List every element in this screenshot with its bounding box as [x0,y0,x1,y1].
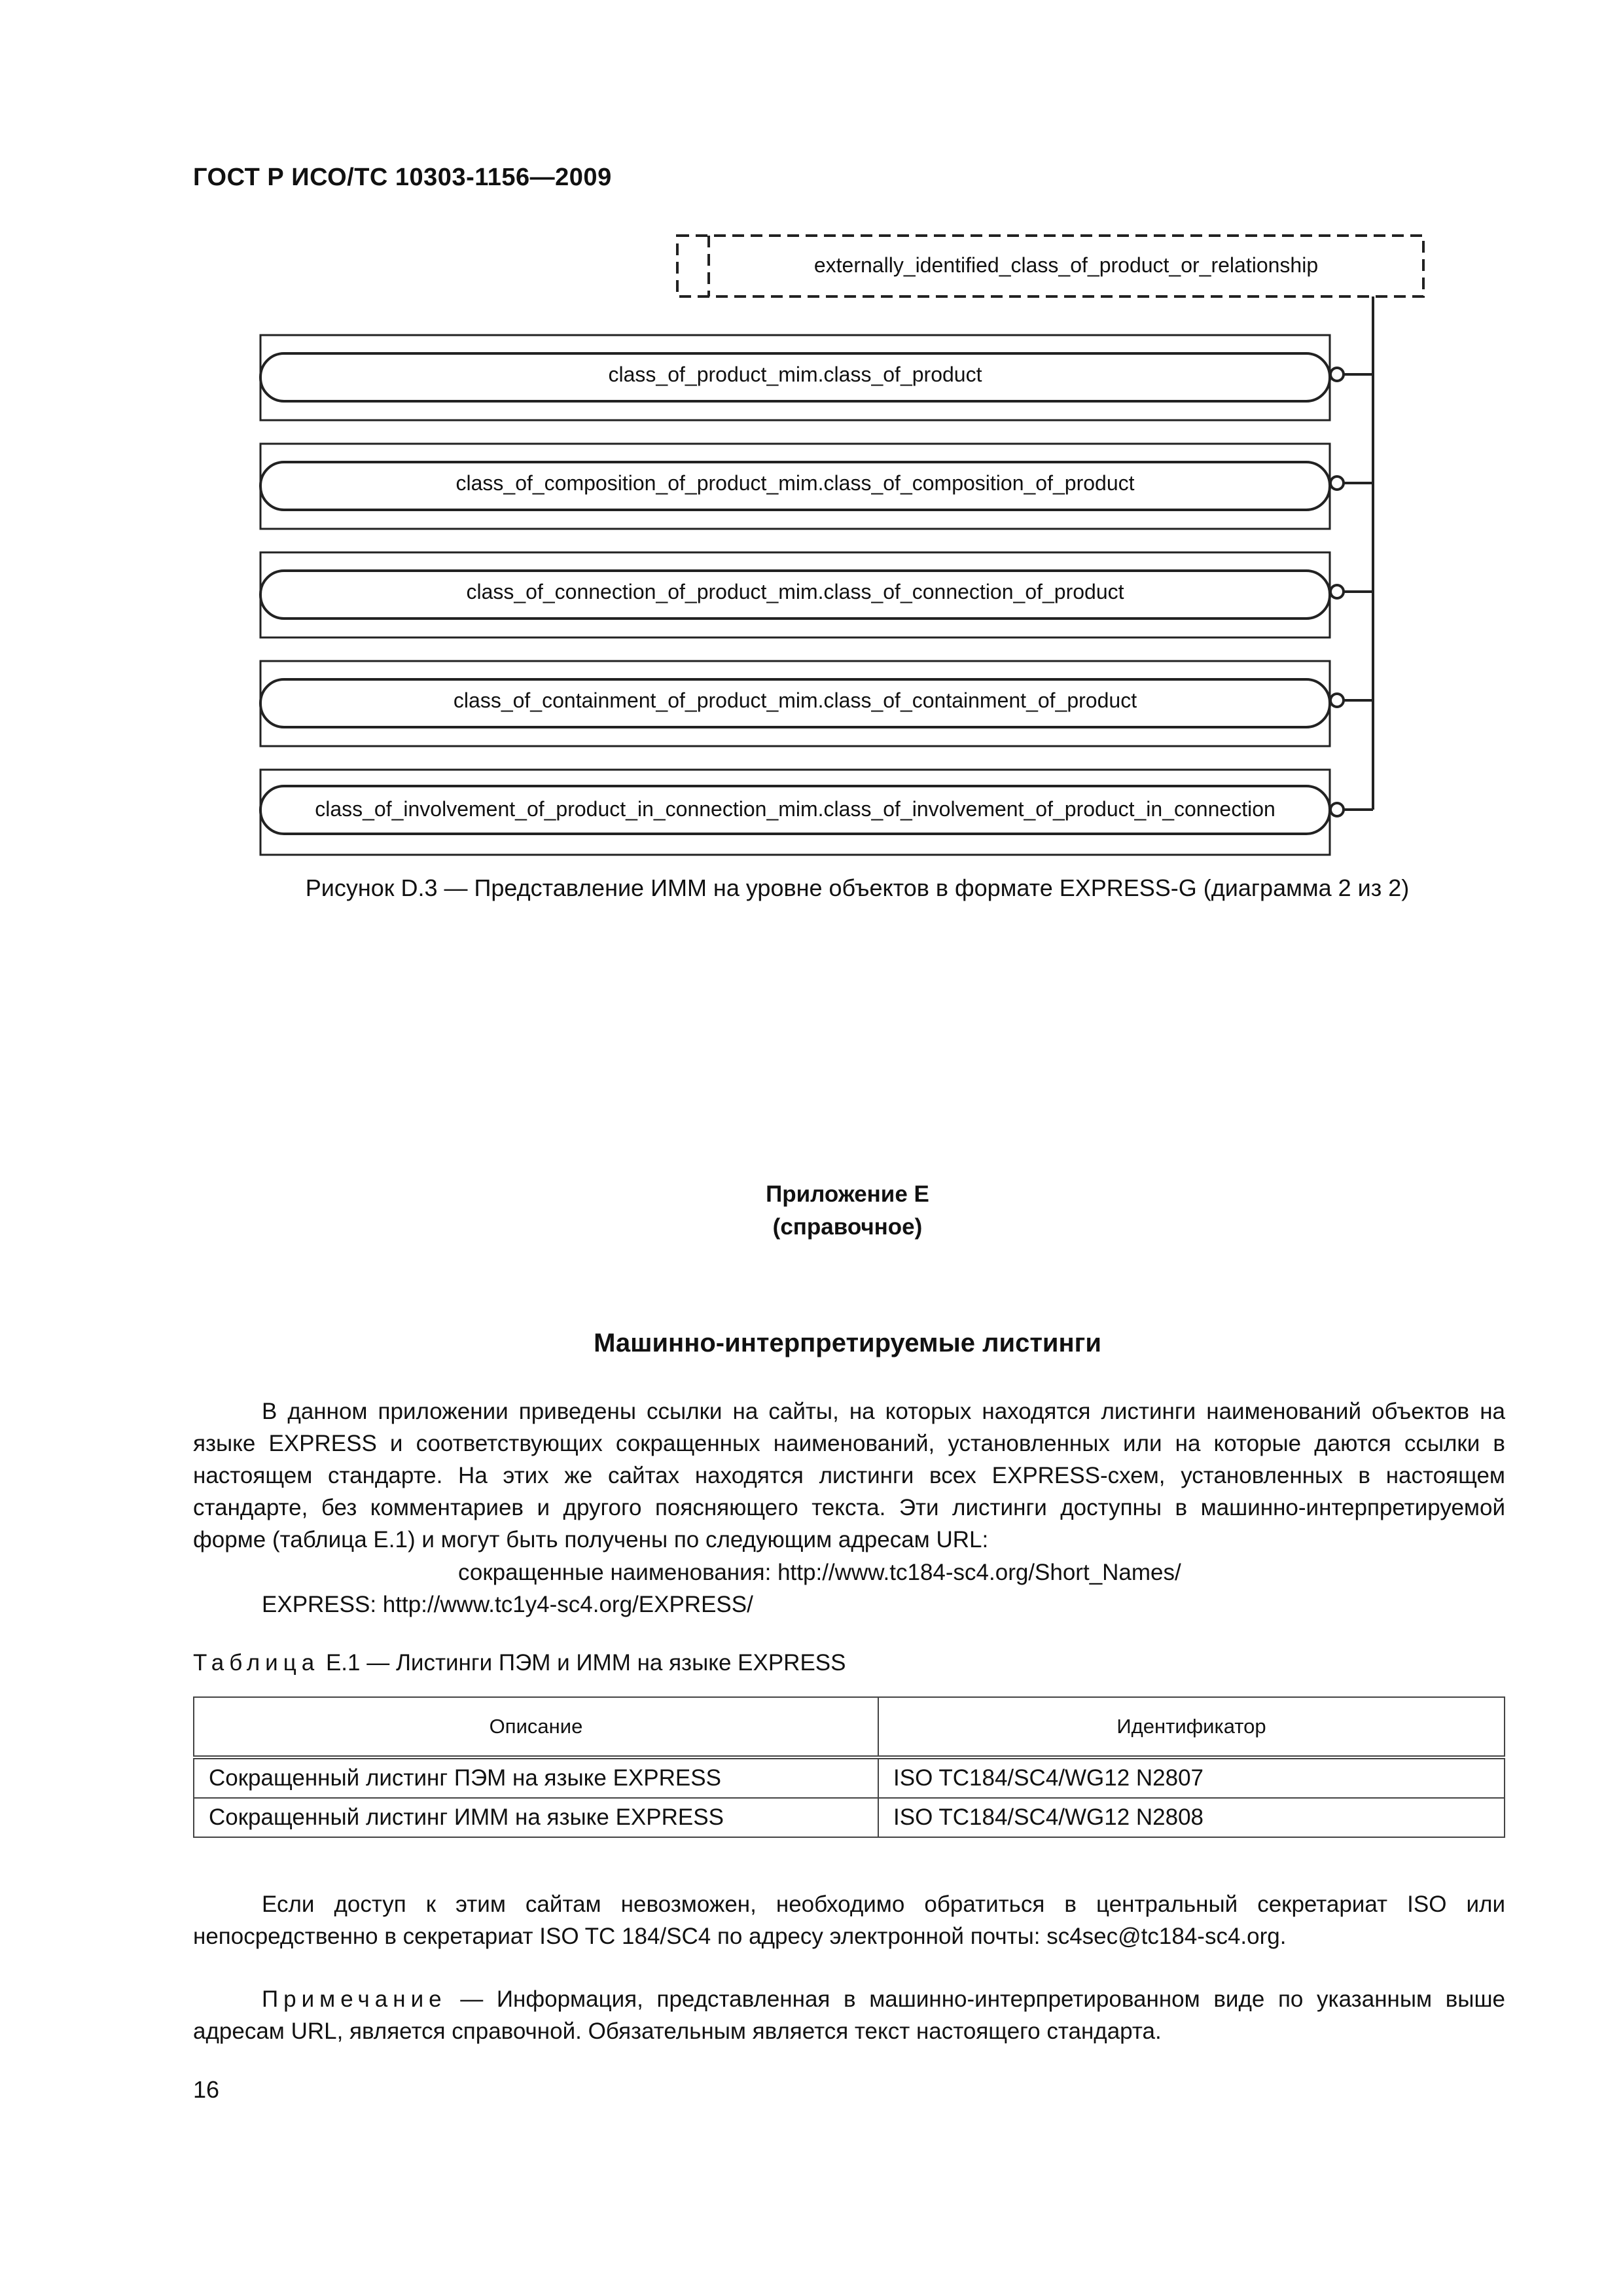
table-cell-description: Сокращенный листинг ИММ на языке EXPRESS [194,1798,878,1837]
contact-paragraph [193,1888,1505,1952]
entity-label: class_of_product_mim.class_of_product [608,363,982,386]
intro-text: В данном приложении приведены ссылки на сайты, на которых находятся листинги наименований объектов на языке EXPRESS и соответствующих сокращенных наименований, установленных или на которые даются ссылки в настоящем стандарте. На этих же сайтах находятся листинги всех EXPRESS-схем, установленных в настоящем стандарте, без комментариев и другого поясняющего текста. Эти листинги доступны в машинно-интерпретируемой форме (таблица Е.1) и могут быть получены по следующим адресам URL: [193,1399,1505,1552]
relationship-end-circle [1330,476,1344,490]
appendix-subtitle: (справочное) [772,1214,923,1240]
url-short-names: сокращенные наименования: http://www.tc184-sc4.org/Short_Names/ [458,1560,1181,1585]
entity-box [260,552,1373,637]
table-row [194,1757,1505,1798]
column-header-identifier: Идентификатор [878,1697,1505,1757]
note-label: Примечание [262,1986,447,2012]
supertype-entity-box [677,236,1423,296]
entity-label: class_of_involvement_of_product_in_connection_mim.class_of_involvement_of_product_in_connection [315,797,1275,821]
entity-label: class_of_connection_of_product_mim.class_of_connection_of_product [466,580,1124,603]
table-caption-label: Таблица [193,1650,320,1676]
contact-text: Если доступ к этим сайтам невозможен, необходимо обратиться в центральный секретариат ISO или непосредственно в секретариат ISO TC 184/SC4 по адресу электронной почты: sc4sec@tc184-sc4.org. [193,1892,1505,1949]
note-paragraph [193,1983,1505,2047]
table-cell-identifier: ISO TC184/SC4/WG12 N2807 [878,1757,1505,1798]
table-caption [193,1650,846,1676]
entity-label: class_of_containment_of_product_mim.class_of_containment_of_product [453,689,1137,712]
url-express: EXPRESS: http://www.tc1y4-sc4.org/EXPRESS/ [262,1592,753,1617]
listing-table [193,1696,1505,1838]
relationship-end-circle [1330,694,1344,707]
document-header: ГОСТ Р ИСО/ТС 10303-1156—2009 [193,164,612,191]
table-row [194,1798,1505,1837]
entity-box [260,661,1373,746]
entity-box [260,335,1373,420]
relationship-end-circle [1330,585,1344,598]
table-caption-text: Е.1 — Листинги ПЭМ и ИММ на языке EXPRESS [319,1650,846,1676]
intro-paragraph [193,1395,1505,1556]
table-cell-identifier: ISO TC184/SC4/WG12 N2808 [878,1798,1505,1837]
entity-box [260,444,1373,529]
section-title: Машинно-интерпретируемые листинги [594,1329,1101,1357]
relationship-end-circle [1330,803,1344,816]
page-number: 16 [193,2076,220,2103]
supertype-entity-label: externally_identified_class_of_product_or_relationship [813,253,1319,277]
express-g-diagram [0,0,1623,890]
column-header-description: Описание [194,1697,878,1757]
relationship-end-circle [1330,368,1344,381]
entity-box [260,770,1373,855]
note-text: — Информация, представленная в машинно-интерпретированном виде по указанным выше адресам URL, является справочной. Обязательным является текст настоящего стандарта. [193,1986,1505,2044]
appendix-title: Приложение Е [766,1181,929,1207]
figure-caption: Рисунок D.3 — Представление ИММ на уровне объектов в формате EXPRESS-G (диаграмма 2 из 2) [305,874,1410,901]
entity-label: class_of_composition_of_product_mim.class_of_composition_of_product [455,471,1135,495]
appendix-heading [0,1178,1623,1244]
table-header-row [194,1697,1505,1757]
table-cell-description: Сокращенный листинг ПЭМ на языке EXPRESS [194,1757,878,1798]
